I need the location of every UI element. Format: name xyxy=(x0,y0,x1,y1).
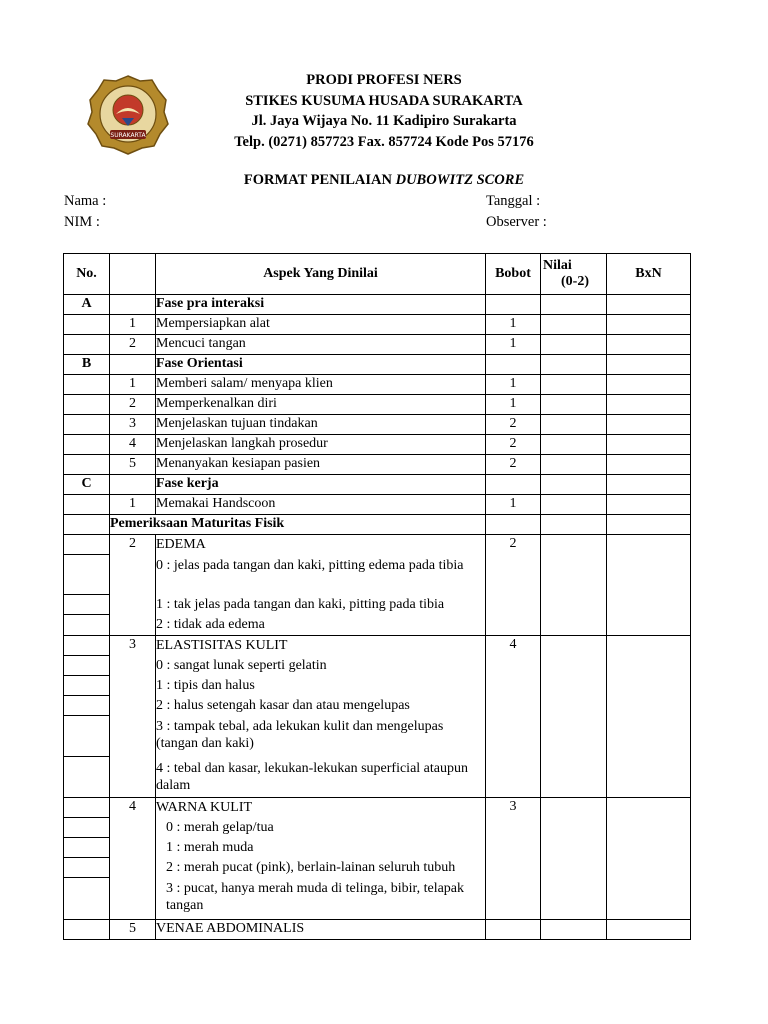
table-row: 5 Menanyakan kesiapan pasien 2 xyxy=(64,455,691,475)
criteria-title: EDEMA xyxy=(156,537,206,552)
bxn-cell xyxy=(607,798,691,920)
table-row: 1 Memakai Handscoon 1 xyxy=(64,495,691,515)
nilai-cell[interactable] xyxy=(541,636,607,798)
nilai-cell[interactable] xyxy=(541,455,607,475)
bxn-cell xyxy=(607,335,691,355)
tanggal-label: Tanggal : xyxy=(486,193,541,209)
nilai-cell[interactable] xyxy=(541,435,607,455)
elastisitas-row xyxy=(64,636,691,798)
form-title-italic: DUBOWITZ SCORE xyxy=(395,172,525,188)
nilai-cell[interactable] xyxy=(541,798,607,920)
warna-criteria xyxy=(156,798,486,920)
subsection-row xyxy=(64,515,691,535)
institution-address: Jl. Jaya Wijaya No. 11 Kadipiro Surakarta xyxy=(251,113,517,129)
criteria-option: 0 : jelas pada tangan dan kaki, pitting edema pada tibia xyxy=(156,558,464,573)
section-row-c xyxy=(64,475,691,495)
edema-row xyxy=(64,535,691,636)
table-row: 4 Menjelaskan langkah prosedur 2 xyxy=(64,435,691,455)
edema-criteria xyxy=(156,535,486,636)
section-title: Fase kerja xyxy=(156,475,486,495)
header-no: No. xyxy=(64,254,110,295)
bxn-cell xyxy=(607,636,691,798)
bobot-value: 4 xyxy=(486,636,541,798)
section-title: Fase pra interaksi xyxy=(156,295,486,315)
item-number: 3 xyxy=(110,636,156,798)
table-row: 3 Menjelaskan tujuan tindakan 2 xyxy=(64,415,691,435)
criteria-option: 3 : pucat, hanya merah muda di telinga, bibir, telapak tangan xyxy=(166,881,465,913)
header-nilai: Nilai (0-2) xyxy=(541,254,607,295)
subsection-title: Pemeriksaan Maturitas Fisik xyxy=(110,515,486,535)
criteria-option: 2 : halus setengah kasar dan atau mengelupas xyxy=(156,698,410,713)
criteria-option: 0 : merah gelap/tua xyxy=(166,820,274,835)
bobot-value: 3 xyxy=(486,798,541,920)
item-number: 4 xyxy=(110,798,156,920)
criteria-option: 2 : tidak ada edema xyxy=(156,617,265,632)
item-number: 2 xyxy=(110,535,156,636)
bxn-cell xyxy=(607,395,691,415)
criteria-option: 4 : tebal dan kasar, lekukan-lekukan superficial ataupun dalam xyxy=(156,761,468,793)
section-row-a xyxy=(64,295,691,315)
bxn-cell xyxy=(607,435,691,455)
nama-label: Nama : xyxy=(64,193,107,209)
nim-label: NIM : xyxy=(64,214,100,230)
svg-text:SURAKARTA: SURAKARTA xyxy=(110,132,146,139)
bxn-cell xyxy=(607,415,691,435)
section-letter: C xyxy=(64,475,110,495)
institution-name: STIKES KUSUMA HUSADA SURAKARTA xyxy=(245,92,523,109)
form-title: FORMAT PENILAIAN DUBOWITZ SCORE xyxy=(243,172,525,188)
criteria-title: WARNA KULIT xyxy=(156,800,253,815)
criteria-option: 0 : sangat lunak seperti gelatin xyxy=(156,658,327,673)
criteria-option: 3 : tampak tebal, ada lekukan kulit dan mengelupas (tangan dan kaki) xyxy=(156,719,444,751)
nilai-cell[interactable] xyxy=(541,415,607,435)
nilai-cell[interactable] xyxy=(541,535,607,636)
table-row: 2 Memperkenalkan diri 1 xyxy=(64,395,691,415)
institution-header xyxy=(0,70,768,152)
nilai-cell[interactable] xyxy=(541,335,607,355)
table-header-row xyxy=(64,254,691,295)
venae-row xyxy=(64,920,691,940)
nilai-cell[interactable] xyxy=(541,375,607,395)
observer-label: Observer : xyxy=(486,214,547,230)
warna-row xyxy=(64,798,691,920)
table-row: 1 Memberi salam/ menyapa klien 1 xyxy=(64,375,691,395)
nilai-cell[interactable] xyxy=(541,395,607,415)
item-number: 5 xyxy=(110,920,156,940)
header-bobot: Bobot xyxy=(486,254,541,295)
bxn-cell xyxy=(607,315,691,335)
elastisitas-criteria xyxy=(156,636,486,798)
nilai-cell[interactable] xyxy=(541,315,607,335)
institution-contact: Telp. (0271) 857723 Fax. 857724 Kode Pos 57176 xyxy=(234,133,534,150)
bxn-cell xyxy=(607,375,691,395)
header-aspek: Aspek Yang Dinilai xyxy=(156,254,486,295)
bobot-value: 2 xyxy=(486,535,541,636)
criteria-title: VENAE ABDOMINALIS xyxy=(156,920,486,940)
criteria-option: 1 : tipis dan halus xyxy=(156,678,255,693)
nilai-cell[interactable] xyxy=(541,495,607,515)
criteria-option: 1 : tak jelas pada tangan dan kaki, pitting pada tibia xyxy=(156,597,445,612)
section-letter: B xyxy=(64,355,110,375)
criteria-option: 1 : merah muda xyxy=(166,840,254,855)
table-row: 1 Mempersiapkan alat 1 xyxy=(64,315,691,335)
bxn-cell xyxy=(607,495,691,515)
criteria-option: 2 : merah pucat (pink), berlain-lainan seluruh tubuh xyxy=(166,860,456,875)
bxn-cell xyxy=(607,455,691,475)
section-row-b xyxy=(64,355,691,375)
nilai-cell[interactable] xyxy=(541,920,607,940)
criteria-title: ELASTISITAS KULIT xyxy=(156,638,288,653)
bxn-cell xyxy=(607,535,691,636)
program-name: PRODI PROFESI NERS xyxy=(306,72,462,88)
table-row: 2 Mencuci tangan 1 xyxy=(64,335,691,355)
bxn-cell xyxy=(607,920,691,940)
header-bxn: BxN xyxy=(607,254,691,295)
assessment-table xyxy=(63,253,691,940)
section-title: Fase Orientasi xyxy=(156,355,486,375)
section-letter: A xyxy=(64,295,110,315)
